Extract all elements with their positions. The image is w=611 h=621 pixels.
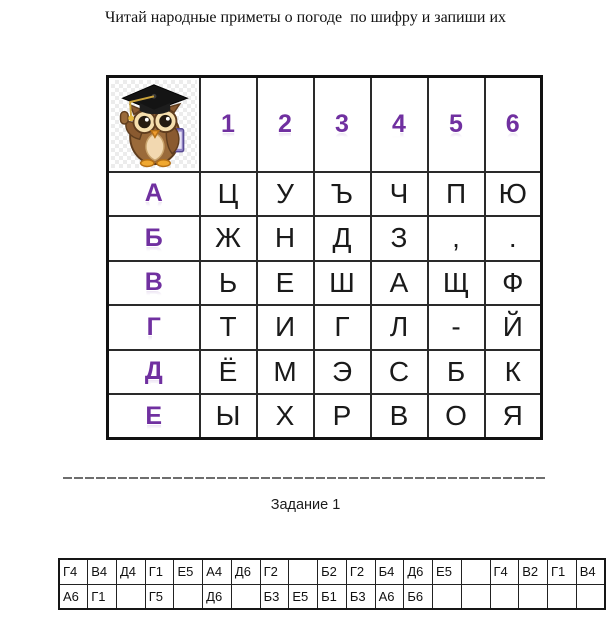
cipher-col-header (428, 77, 485, 172)
cipher-letter: Э (331, 355, 353, 387)
col-header-label: 5 (449, 109, 463, 138)
cipher-letter: Й (502, 311, 523, 343)
cipher-letter: З (390, 222, 408, 254)
cipher-letter: Д (332, 222, 352, 254)
cipher-cell (485, 261, 542, 306)
row-header-label: Е (145, 401, 163, 430)
cipher-cell (485, 350, 542, 395)
code-cell (490, 584, 519, 609)
code-cell (433, 584, 462, 609)
code-cell: В2 (519, 559, 548, 584)
cipher-cell (257, 305, 314, 350)
cipher-letter: , (452, 222, 460, 254)
cipher-row-header (108, 216, 200, 261)
cipher-cell (485, 172, 542, 217)
cipher-letter: Е (275, 266, 295, 298)
cipher-cell (485, 305, 542, 350)
cipher-cell (257, 394, 314, 439)
code-cell: Е5 (174, 559, 203, 584)
cipher-letter: Л (389, 311, 409, 343)
cipher-letter: Я (502, 400, 523, 431)
cipher-cell (200, 216, 257, 261)
cipher-cell (371, 261, 428, 306)
cipher-letter: Р (332, 400, 352, 431)
cipher-cell (257, 216, 314, 261)
cipher-row (108, 172, 542, 217)
code-cell: Б3 (346, 584, 375, 609)
row-header-label: А (144, 179, 163, 208)
cipher-letter: Ы (215, 400, 241, 431)
cipher-row-header (108, 350, 200, 395)
col-header-label: 4 (392, 109, 406, 138)
cipher-row (108, 216, 542, 261)
code-cell (174, 584, 203, 609)
code-cell: Г1 (88, 584, 117, 609)
cipher-cell (428, 172, 485, 217)
cipher-letter: Ш (329, 266, 355, 298)
worksheet-title: Читай народные приметы о погоде по шифру и запиши их (104, 9, 507, 26)
cipher-letter: Щ (442, 266, 470, 298)
row-header-label: Д (144, 357, 163, 386)
code-cell (576, 584, 605, 609)
cipher-cell (428, 261, 485, 306)
cipher-cell (485, 394, 542, 439)
cipher-letter: Ю (498, 177, 527, 209)
cipher-row-header (108, 261, 200, 306)
code-cell: Б3 (260, 584, 289, 609)
cipher-cell (371, 216, 428, 261)
code-cell: Б1 (318, 584, 347, 609)
row-header-label: В (144, 268, 163, 297)
cipher-row (108, 394, 542, 439)
cipher-cell (428, 350, 485, 395)
code-cell: Е5 (433, 559, 462, 584)
code-cell: Г1 (145, 559, 174, 584)
code-cell: А6 (59, 584, 88, 609)
cipher-cell (314, 261, 371, 306)
code-cell: Д4 (116, 559, 145, 584)
col-header-label: 6 (505, 109, 520, 138)
cipher-cell (257, 172, 314, 217)
code-cell: Б2 (318, 559, 347, 584)
cipher-letter: . (508, 222, 517, 254)
col-header-label: 2 (278, 109, 292, 138)
cipher-col-header (257, 77, 314, 172)
cipher-row (108, 261, 542, 306)
cipher-letter: К (504, 355, 521, 387)
cipher-cell (371, 172, 428, 217)
cipher-row (108, 350, 542, 395)
row-header-label: Г (146, 312, 161, 341)
cipher-letter: С (388, 355, 410, 387)
code-cell (547, 584, 576, 609)
code-cell: Д6 (404, 559, 433, 584)
cipher-letter: Ь (218, 266, 238, 298)
code-cell: Д6 (231, 559, 260, 584)
col-header-label: 3 (335, 109, 349, 138)
code-cell: Г2 (346, 559, 375, 584)
cipher-letter: А (389, 266, 409, 298)
code-cell: Д6 (203, 584, 232, 609)
cipher-letter: Ф (502, 266, 524, 298)
code-cell (289, 559, 318, 584)
cipher-letter: У (276, 177, 294, 209)
cipher-letter: Ч (389, 177, 409, 209)
cipher-cell (428, 305, 485, 350)
code-table (58, 558, 606, 610)
cipher-cell (485, 216, 542, 261)
code-cell (461, 584, 490, 609)
cipher-letter: Ё (218, 355, 238, 387)
code-cell (461, 559, 490, 584)
cipher-cell (314, 394, 371, 439)
code-cell: Г4 (490, 559, 519, 584)
code-cell (519, 584, 548, 609)
code-cell: В4 (88, 559, 117, 584)
code-row (59, 559, 605, 584)
code-cell: В4 (576, 559, 605, 584)
cipher-row-header (108, 394, 200, 439)
code-cell: Б4 (375, 559, 404, 584)
cipher-row (108, 305, 542, 350)
cipher-cell (371, 394, 428, 439)
cipher-cell (200, 261, 257, 306)
cipher-letter: Н (274, 222, 296, 254)
cipher-cell (257, 350, 314, 395)
cipher-col-header (485, 77, 542, 172)
code-cell (231, 584, 260, 609)
cipher-letter: М (273, 355, 297, 387)
cipher-letter: Х (275, 400, 295, 431)
code-cell: А4 (203, 559, 232, 584)
cipher-col-header (371, 77, 428, 172)
code-cell: Г1 (547, 559, 576, 584)
code-cell: Г5 (145, 584, 174, 609)
cipher-letter: Б (446, 355, 466, 387)
cipher-letter: Ц (217, 177, 239, 209)
cipher-cell (428, 394, 485, 439)
cipher-col-header (314, 77, 371, 172)
cipher-letter: Г (334, 311, 350, 343)
cipher-row-header (108, 305, 200, 350)
cipher-letter: И (274, 311, 296, 343)
code-cell: Е5 (289, 584, 318, 609)
cipher-letter: - (451, 311, 461, 343)
cipher-cell (428, 216, 485, 261)
cipher-cell (314, 305, 371, 350)
code-cell: Г4 (59, 559, 88, 584)
cipher-table (106, 75, 543, 440)
cipher-letter: Т (219, 311, 237, 343)
code-cell: Б6 (404, 584, 433, 609)
cipher-cell (257, 261, 314, 306)
answer-line (63, 477, 545, 479)
cipher-letter: Ж (215, 222, 241, 254)
cipher-cell (371, 305, 428, 350)
code-row (59, 584, 605, 609)
code-cell (116, 584, 145, 609)
cipher-cell (371, 350, 428, 395)
cipher-cell (314, 216, 371, 261)
code-cell: Г2 (260, 559, 289, 584)
code-cell: А6 (375, 584, 404, 609)
cipher-row-header (108, 172, 200, 217)
row-header-label: Б (144, 223, 163, 252)
col-header-label: 1 (221, 109, 235, 138)
task-label: Задание 1 (270, 497, 341, 513)
cipher-letter: О (445, 400, 467, 431)
cipher-letter: П (445, 177, 467, 209)
cipher-col-header (200, 77, 257, 172)
owl-graduate-icon (111, 80, 197, 168)
cipher-letter: В (389, 400, 409, 431)
owl-cell (108, 77, 200, 172)
cipher-letter: Ъ (330, 177, 354, 209)
cipher-cell (314, 350, 371, 395)
cipher-cell (314, 172, 371, 217)
cipher-cell (200, 172, 257, 217)
cipher-cell (200, 350, 257, 395)
cipher-cell (200, 305, 257, 350)
cipher-cell (200, 394, 257, 439)
